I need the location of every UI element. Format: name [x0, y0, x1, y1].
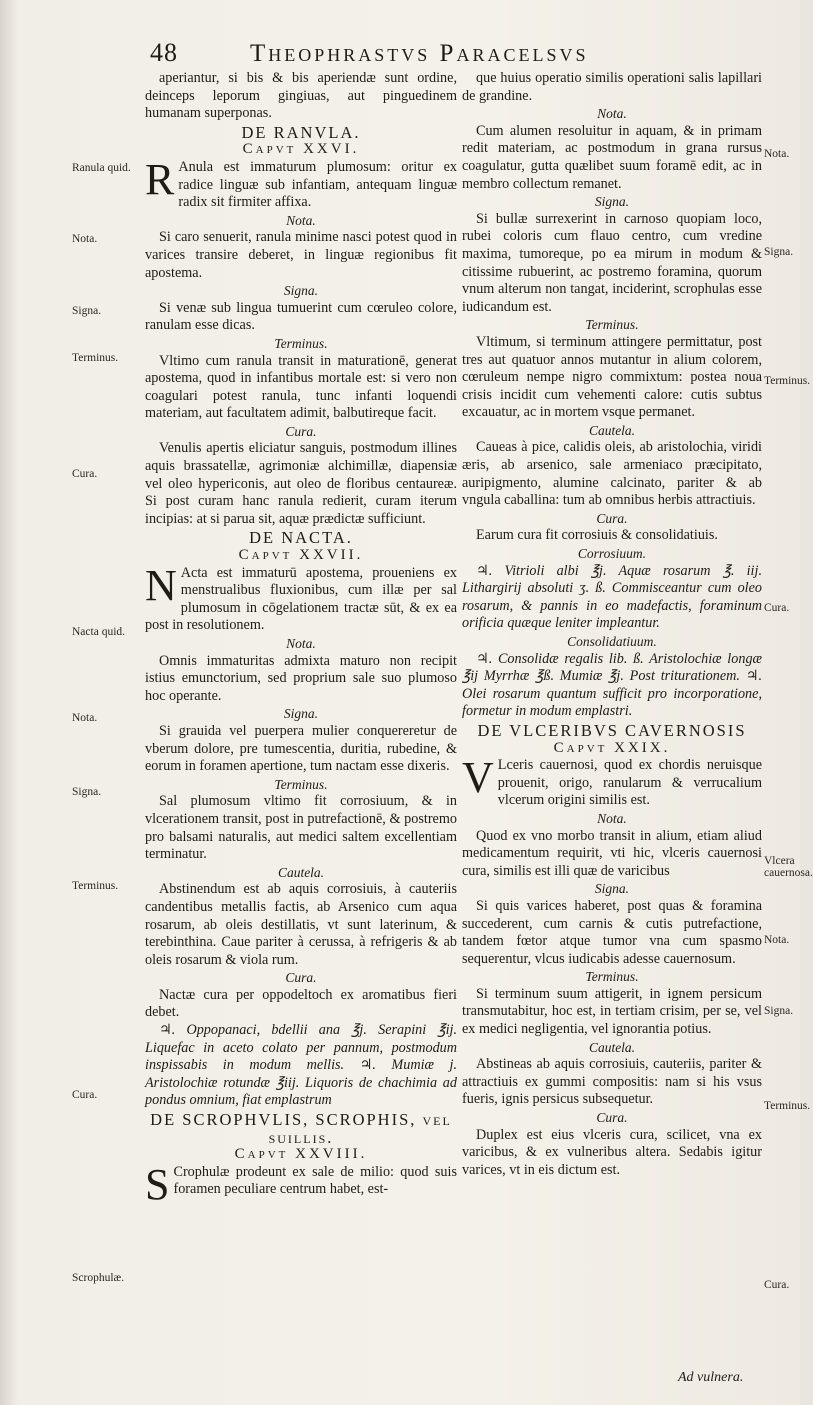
section-heading: DE VLCERIBVS CAVERNOSIS	[477, 720, 747, 740]
paragraph-text: Abstinendum est ab aquis corrosiuis, à cauteriis candentibus metallis factis, ab Arsenico cum aqua rosarum, ab oleis destillatis, vt sunt laterinum, & terebinthina. Caue pariter à cerussa, à refrigeris & ab oleis rosarum & viola rum.	[145, 881, 457, 968]
paragraph	[462, 1127, 762, 1180]
drop-cap: R	[145, 154, 175, 204]
margin-note: Cura.	[72, 1089, 98, 1101]
margin-note: Nota.	[72, 233, 98, 245]
paragraph-text: Abstineas ab aquis corrosiuis, cauteriis, pariter & attractiuis ex gummi compositis: nam si his vsus fueris, ignis persicus subsequetur.	[462, 1056, 762, 1108]
subheading: Cura.	[285, 970, 317, 986]
paragraph	[145, 154, 457, 212]
paragraph-text: Nactæ cura per oppodeltoch ex aromatibus fieri debet.	[145, 986, 457, 1021]
subheading: Nota.	[597, 810, 627, 826]
page-number: 48	[150, 38, 178, 67]
section-heading: DE RANVLA.	[241, 122, 361, 142]
paragraph-text: Si grauida vel puerpera mulier conquereretur de vberum dolore, pre tumescentia, duritia, rubedine, & eorum in foramen apertione, tum nactam esse dixeris.	[145, 722, 457, 775]
paragraph-text: Lceris cauernosi, quod ex chordis neruisque prouenit, origo, ranularum & verrucalium vlcerum origini similis est.	[497, 757, 762, 809]
subheading: Terminus.	[585, 317, 639, 333]
paragraph-text: Si quis varices haberet, post quas & foramina succederent, cum carnis & cutis putrefactione, tandem fœtor atque tumor vna cum spasmo sequerentur, vlcus iudicabis adesse cauernosum.	[462, 897, 762, 967]
right-column	[462, 70, 762, 1179]
subheading: Corrosiuum.	[577, 546, 647, 562]
catchword: Ad vulnera.	[678, 1370, 744, 1385]
margin-note: Terminus.	[72, 880, 119, 892]
page-header	[145, 36, 775, 72]
paragraph-text: Cum alumen resoluitur in aquam, & in primam redit materiam, ac postmodum in grana rursus coagulatur, gutta quælibet suum foramē edit, ac in membro collectum remanet.	[462, 122, 762, 192]
paragraph-text: Acta est immaturū apostema, proueniens ex menstrualibus fluxionibus, cum illæ per sal plumosum in cōgelationem tractæ sūt, & ex ea post in resolutionem.	[145, 564, 457, 634]
paragraph-text: Vltimo cum ranula transit in maturationē, generat apostema, quod in infantibus mortale est: si vero non coagulari potest ranula, tunc infanti loquendi materiam, aut facultatem adimit, balbutireque facit.	[145, 352, 457, 422]
drop-cap: V	[462, 753, 494, 803]
paragraph-text: Quod ex vno morbo transit in alium, etiam aliud medicamentum requirit, vti hic, vlceris cauernosi cura, similis est illi quæ de varicibus	[462, 827, 762, 879]
subheading: Terminus.	[585, 969, 639, 985]
paragraph	[462, 527, 762, 545]
margin-note: Signa.	[72, 786, 102, 798]
paragraph	[462, 439, 762, 509]
paragraph	[462, 898, 762, 968]
subheading: Nota.	[286, 212, 316, 228]
recipe-paragraph	[462, 651, 762, 721]
paragraph	[145, 723, 457, 776]
chapter-heading: Capvt XXIX.	[553, 739, 671, 756]
paragraph-text: Duplex est eius vlceris cura, scilicet, vna ex varicibus, & ex vulneribus altera. Sedabis igitur varices, vt in eis dictum est.	[462, 1126, 762, 1178]
subheading: Signa.	[283, 283, 319, 299]
paragraph-text: Vltimum, si terminum attingere permittatur, post tres aut quatuor annos mutantur in alium colorem, cœruleum nempe nigro commixtum: postea noua crisis incidit cum vehementi calore: cutis subtus excauatur, ac in mortem vsque permanet.	[462, 333, 762, 421]
margin-note: Cura.	[72, 468, 98, 480]
margin-note: Nacta quid.	[72, 626, 126, 638]
margin-note: Terminus.	[764, 1100, 811, 1112]
paragraph	[145, 229, 457, 282]
paragraph	[145, 793, 457, 863]
paragraph	[462, 986, 762, 1039]
subheading: Signa.	[594, 881, 630, 897]
recipe-paragraph	[145, 1022, 457, 1110]
margin-note: Terminus.	[764, 375, 811, 387]
paragraph	[145, 653, 457, 706]
paragraph	[462, 1056, 762, 1109]
paragraph	[145, 1159, 457, 1209]
subheading: Cautela.	[588, 422, 636, 438]
section-heading: DE NACTA.	[249, 528, 353, 548]
paragraph	[145, 300, 457, 335]
margin-note: Signa.	[72, 305, 102, 317]
subheading: Cautela.	[588, 1039, 636, 1055]
paragraph	[145, 560, 457, 635]
paragraph	[462, 828, 762, 881]
subheading: Terminus.	[274, 335, 328, 351]
paragraph	[462, 211, 762, 317]
paragraph-text: Venulis apertis eliciatur sanguis, postmodum illines aquis brassatellæ, agrimoniæ alchimillæ, diapensiæ vel oleo hypericonis, aut oleo de floribus centaureæ. Si post curam hanc ranula redierit, curam iterum incipias: at si parua sit, aquæ prædictæ sufficiunt.	[145, 440, 457, 527]
paragraph	[462, 334, 762, 422]
paragraph	[145, 353, 457, 423]
drop-cap: S	[145, 1159, 170, 1209]
subheading: Nota.	[597, 106, 627, 122]
paragraph-text: ♃. Vitrioli albi ℥j. Aquæ rosarum ℥. iij. Lithargirij absoluti ʒ. ß. Commisceantur cum oleo rosarum, & pannis in eo madefactis, foraminum orificia quæque leniter impleantur.	[462, 562, 762, 632]
paragraph-text: Anula est immaturum plumosum: oritur ex radice linguæ sub infantiam, antequam linguæ radix sit firmiter affixa.	[178, 158, 457, 211]
subheading: Consolidatiuum.	[567, 634, 657, 649]
paragraph	[145, 70, 457, 123]
margin-note: Signa.	[764, 246, 794, 258]
paragraph-text: ♃. Consolidæ regalis lib. ß. Aristolochiæ longæ ℥ij Myrrhæ ℥ß. Mumiæ ℥j. Post triturationem. ♃. Olei rosarum quantum sufficit pro incorporatione, formetur in modum emplastri.	[462, 650, 762, 720]
margin-note: Cura.	[764, 1279, 790, 1291]
paragraph-text: Omnis immaturitas admixta maturo non recipit istius emunctorium, sed proprium sale suo plumoso hoc operante.	[145, 652, 457, 704]
margin-note: Scrophulæ.	[72, 1272, 125, 1284]
margin-note: Vlcera cauernosa.	[764, 855, 813, 879]
margin-note: Nota.	[764, 934, 790, 946]
subheading: Signa.	[283, 706, 319, 722]
subheading: Cautela.	[277, 864, 325, 880]
margin-note: Terminus.	[72, 352, 119, 364]
recipe-paragraph	[462, 563, 762, 633]
paragraph-text: Si caro senuerit, ranula minime nasci potest quod in varices transire deberet, in linguæ regionibus fit apostema.	[145, 229, 457, 281]
subheading: Signa.	[594, 194, 630, 210]
chapter-heading: Capvt XXVIII.	[234, 1146, 368, 1163]
chapter-heading: Capvt XXVII.	[238, 547, 364, 564]
paragraph-text: Caueas à pice, calidis oleis, ab aristolochia, viridi æris, ab arsenico, sale armeniaco præcipitato, auripigmento, alumine calcinato, pariter & ab vngula caballina: tum ab omnibus herbis attractiuis.	[462, 439, 762, 509]
subheading: Cura.	[285, 423, 317, 439]
paragraph-text: Earum cura fit corrosiuis & consolidatiuis.	[476, 527, 718, 544]
paragraph-text: Si venæ sub lingua tumuerint cum cœruleo colore, ranulam esse dicas.	[145, 299, 457, 334]
paragraph	[145, 881, 457, 969]
paragraph-text: que huius operatio similis operationi salis lapillari de grandine.	[462, 70, 762, 104]
margin-note: Nota.	[72, 712, 98, 724]
paragraph	[462, 70, 762, 105]
margin-note: Cura.	[764, 602, 790, 614]
margin-note: Ranula quid.	[72, 162, 131, 174]
paragraph	[462, 123, 762, 193]
paragraph	[145, 440, 457, 528]
paragraph-text: Sal plumosum vltimo fit corrosiuum, & in vlcerationem transit, post in putrefactionē, & postremo pro balsami naturalis, aut medici saltem excellentiam terminatur.	[145, 793, 457, 863]
paragraph-text: Si terminum suum attigerit, in ignem persicum transmutabitur, hoc est, in tertiam crisim, per se, vel ex medici negligentia, vel ignorantia potius.	[462, 985, 762, 1038]
paragraph	[462, 753, 762, 810]
paragraph-text: aperiantur, si bis & bis aperiendæ sunt ordine, deinceps leporum gingiuas, aut pinguedinem humanam superponas.	[145, 70, 457, 122]
subheading: Terminus.	[274, 776, 328, 792]
running-head: Theophrastvs Paracelsvs	[250, 40, 589, 67]
paragraph-text: ♃. Oppopanaci, bdellii ana ℥j. Serapini ℥ij. Liquefac in aceto colato per pannum, postmodum inspissabis in modum mellis. ♃. Mumiæ j. Aristolochiæ rotundæ ℥iij. Liquoris de chachimia ad pondus omnium, fiat emplastrum	[145, 1022, 457, 1109]
subheading: Cura.	[596, 1110, 628, 1126]
paragraph	[145, 987, 457, 1022]
chapter-heading: Capvt XXVI.	[242, 141, 360, 158]
margin-note: Nota.	[764, 148, 790, 160]
drop-cap: N	[145, 560, 177, 610]
paragraph-text: Crophulæ prodeunt ex sale de milio: quod suis foramen peculiare centrum habet, est-	[173, 1163, 457, 1198]
subheading: Nota.	[286, 636, 316, 651]
section-heading: DE SCROPHVLIS, SCROPHIS, vel suillis.	[150, 1110, 452, 1147]
margin-note: Signa.	[764, 1005, 794, 1017]
left-column	[145, 70, 457, 1209]
paragraph-text: Si bullæ surrexerint in carnoso quopiam loco, rubei coloris cum flauo centro, cum vredine maxima, tumoreque, po ea mirum in modum & citissime rubuerint, ac postremo foramina, quorum vnum alterum non tangat, inciderint, scrophulas esse iudicandum est.	[462, 210, 762, 315]
subheading: Cura.	[596, 510, 628, 526]
